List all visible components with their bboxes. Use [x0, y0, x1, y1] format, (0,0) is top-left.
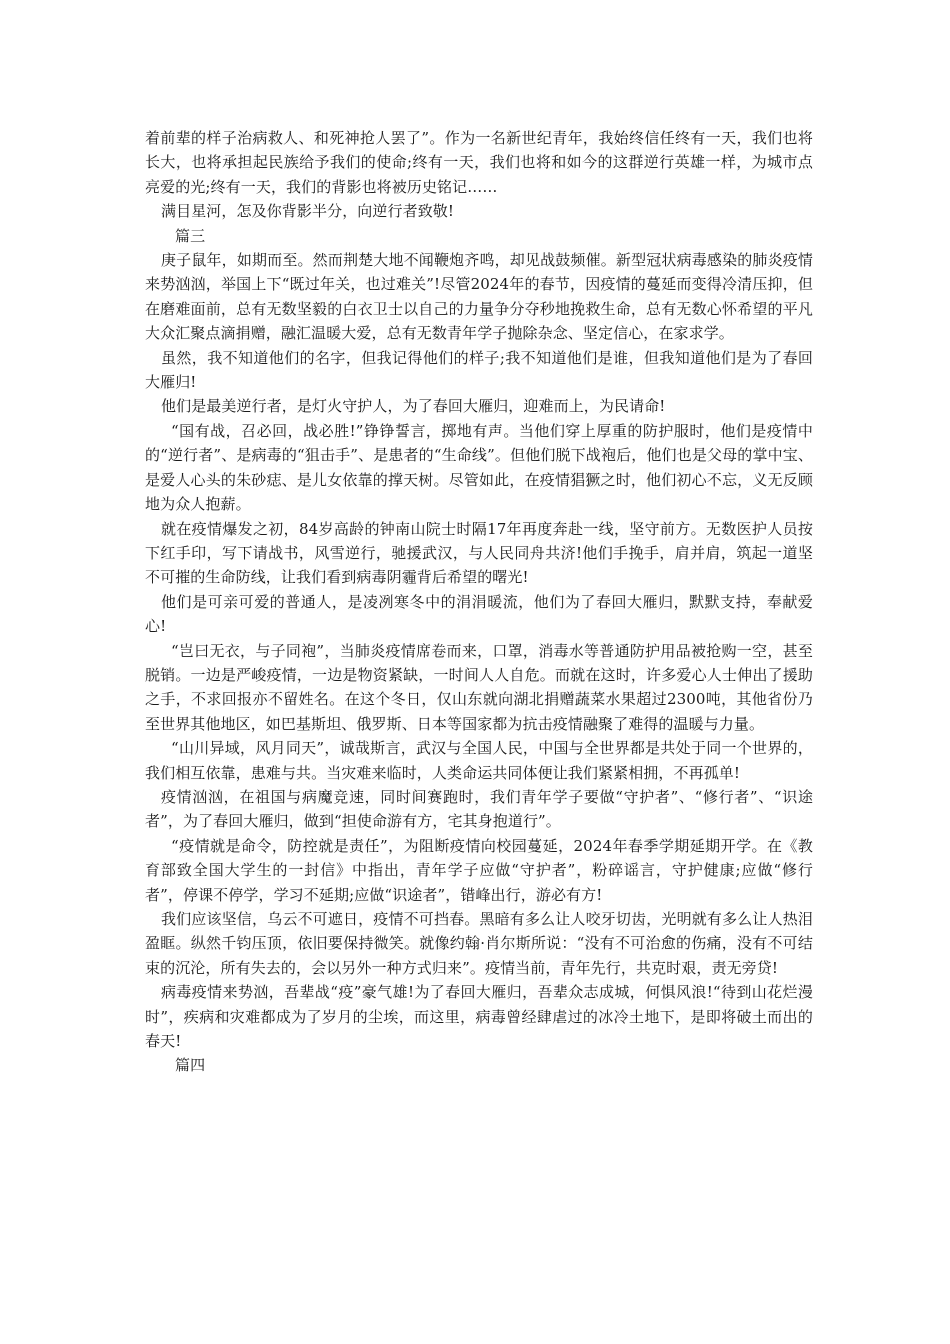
paragraph: 他们是最美逆行者，是灯火守护人，为了春回大雁归，迎难而上，为民请命!	[161, 397, 666, 416]
paragraph-salute: 满目星河，怎及你背影半分，向逆行者致敬!	[161, 202, 455, 221]
paragraph-continuation: 着前辈的样子治病救人、和死神抢人罢了”。作为一名新世纪青年，我始终信任终有一天，我们也将长大，也将承担起民族给予我们的使命;终有一天，我们也将和如今的这群逆行英雄一样，为城市点亮爱的光;终有一天，我们的背影也将被历史铭记……	[145, 129, 813, 196]
section-heading-3: 篇三	[175, 226, 206, 245]
paragraph: 他们是可亲可爱的普通人，是凌冽寒冬中的涓涓暖流，他们为了春回大雁归，默默支持，奉献爱心!	[145, 592, 813, 636]
paragraph: 虽然，我不知道他们的名字，但我记得他们的样子;我不知道他们是谁，但我知道他们是为了春回大雁归!	[145, 348, 813, 392]
paragraph: “岂曰无衣，与子同袍”，当肺炎疫情席卷而来，口罩，消毒水等普通防护用品被抢购一空，甚至脱销。一边是严峻疫情，一边是物资紧缺，一时间人人自危。而就在这时，许多爱心人士伸出了援助之手，不求回报亦不留姓名。在这个冬日，仅山东就向湖北捐赠蔬菜水果超过2300吨，其他省份乃至世界其他地区，如巴基斯坦、俄罗斯、日本等国家都为抗击疫情融聚了难得的温暖与力量。	[145, 641, 813, 733]
paragraph: 就在疫情爆发之初，84岁高龄的钟南山院士时隔17年再度奔赴一线，坚守前方。无数医护人员按下红手印，写下请战书，风雪逆行，驰援武汉，与人民同舟共济!他们手挽手，肩并肩，筑起一道坚不可摧的生命防线，让我们看到病毒阴霾背后希望的曙光!	[145, 519, 813, 587]
section-heading-4: 篇四	[175, 1056, 206, 1075]
document-body	[145, 126, 813, 1078]
paragraph: 疫情汹汹，在祖国与病魔竞速，同时间赛跑时，我们青年学子要做“守护者”、“修行者”、“识途者”，为了春回大雁归，做到“担使命游有方，宅其身抱道行”。	[145, 787, 813, 831]
paragraph: “疫情就是命令，防控就是责任”，为阻断疫情向校园蔓延，2024年春季学期延期开学。在《教育部致全国大学生的一封信》中指出，青年学子应做“守护者”，粉碎谣言，守护健康;应做“修行者”，停课不停学，学习不延期;应做“识途者”，错峰出行，游必有方!	[145, 836, 813, 904]
paragraph: 庚子鼠年，如期而至。然而荆楚大地不闻鞭炮齐鸣，却见战鼓频催。新型冠状病毒感染的肺炎疫情来势汹汹，举国上下“既过年关，也过难关”!尽管2024年的春节，因疫情的蔓延而变得冷清压抑，但在磨难面前，总有无数坚毅的白衣卫士以自己的力量争分夺秒地挽救生命，总有无数心怀希望的平凡大众汇聚点滴捐赠，融汇温暖大爱，总有无数青年学子抛除杂念、坚定信心，在家求学。	[145, 251, 813, 343]
paragraph: “山川异域，风月同天”，诚哉斯言，武汉与全国人民，中国与全世界都是共处于同一个世界的，我们相互依靠，患难与共。当灾难来临时，人类命运共同体便让我们紧紧相拥，不再孤单!	[145, 739, 813, 782]
paragraph: 病毒疫情来势汹，吾辈战“疫”豪气雄!为了春回大雁归，吾辈众志成城，何惧风浪!“待到山花烂漫时”，疾病和灾难都成为了岁月的尘埃，而这里，病毒曾经肆虐过的冰冷土地下，是即将破土而出的春天!	[145, 983, 813, 1051]
paragraph: 我们应该坚信，乌云不可遮日，疫情不可挡春。黑暗有多么让人咬牙切齿，光明就有多么让人热泪盈眶。纵然千钧压顶，依旧要保持微笑。就像约翰·肖尔斯所说：“没有不可治愈的伤痛，没有不可结束的沉沦，所有失去的，会以另外一种方式归来”。疫情当前，青年先行，共克时艰，责无旁贷!	[145, 910, 813, 977]
paragraph: “国有战，召必回，战必胜!”铮铮誓言，掷地有声。当他们穿上厚重的防护服时，他们是疫情中的“逆行者”、是病毒的“狙击手”、是患者的“生命线”。但他们脱下战袍后，他们也是父母的掌中宝、是爱人心头的朱砂痣、是儿女依靠的撑天树。尽管如此，在疫情猖獗之时，他们初心不忘，义无反顾地为众人抱薪。	[145, 421, 813, 514]
